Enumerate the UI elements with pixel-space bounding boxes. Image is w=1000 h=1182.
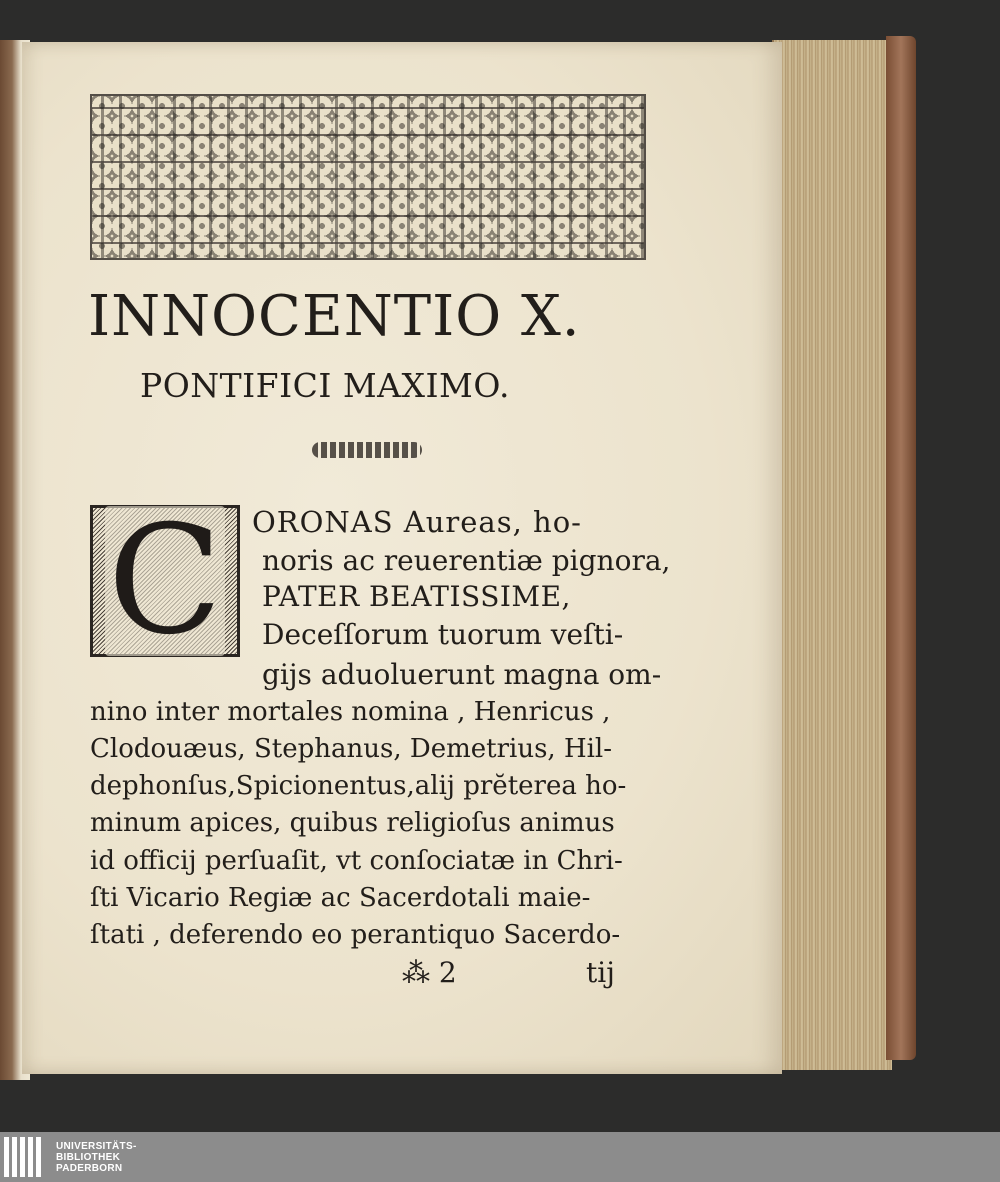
decorated-initial [90, 494, 240, 668]
text-line: dephonſus,Spicionentus,alij prĕterea ho- [90, 771, 627, 801]
signature-mark: ⁂ 2 [402, 956, 457, 989]
text-line: gijs aduoluerunt magna om- [262, 658, 662, 691]
library-name [56, 1141, 137, 1174]
text-line: ſtati , deferendo eo perantiquo Sacerdo- [90, 920, 621, 950]
text-line: id officij perſuaſit, vt conſociatæ in Chri- [90, 846, 623, 876]
library-logo-icon [4, 1137, 48, 1177]
text-line: noris ac reuerentiæ pignora, [262, 544, 671, 577]
catchword: tij [586, 956, 615, 989]
text-line: Deceſſorum tuorum veſti- [262, 618, 624, 651]
text-line: PATER BEATISSIME, [262, 580, 571, 613]
text-line: minum apices, quibus religioſus animus [90, 808, 615, 838]
page-title: INNOCENTIO X. [88, 284, 581, 349]
text-line: Clodouæus, Stephanus, Demetrius, Hil- [90, 734, 613, 764]
text-line: ſti Vicario Regiæ ac Sacerdotali maie- [90, 883, 591, 913]
back-book-cover [886, 36, 916, 1060]
library-name-line: UNIVERSITÄTS- [56, 1140, 137, 1152]
library-name-line: PADERBORN [56, 1162, 123, 1174]
small-ornament-divider [312, 442, 422, 458]
library-footer-bar [0, 1132, 1000, 1182]
initial-letter: C [105, 506, 225, 656]
text-line: ORONAS Aureas, ho- [252, 505, 582, 539]
page-subtitle: PONTIFICI MAXIMO. [140, 366, 510, 405]
text-line: nino inter mortales nomina , Henricus , [90, 697, 611, 727]
decorative-ornament-band [90, 94, 646, 260]
page-edges [772, 40, 892, 1070]
library-name-line: BIBLIOTHEK [56, 1151, 121, 1163]
